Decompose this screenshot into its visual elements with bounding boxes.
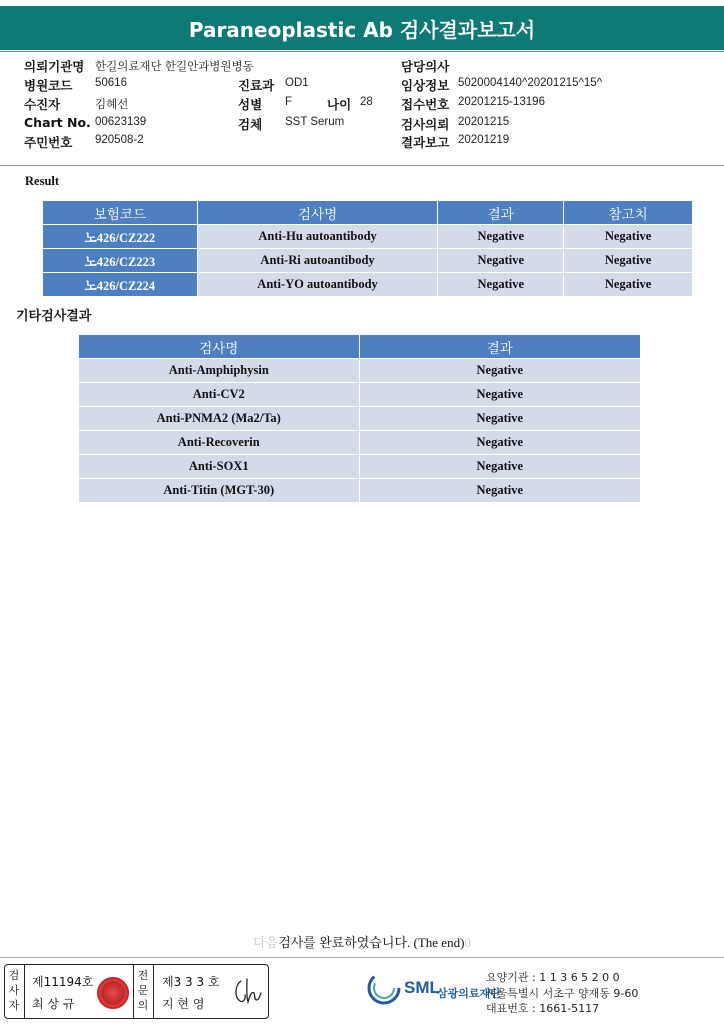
signature-box [4,964,269,1019]
care-code: 요양기관 : 1 1 3 6 5 2 0 0 [486,971,620,984]
hospital-code-label: 병원코드 [24,78,73,93]
result-cell: Negative [438,273,564,297]
test-name-cell: Anti-Amphiphysin [79,359,360,383]
approver-label-char: 전 [137,969,149,982]
sig-divider [153,965,154,1018]
clinical-label: 임상정보 [401,78,450,93]
dept-value: OD1 [285,77,309,89]
reference-cell: Negative [564,249,693,273]
receipt-value: 20201215-13196 [458,96,545,108]
col-result: 결과 [359,335,640,359]
tester-name: 최 상 규 [32,997,75,1011]
approver-label-char: 의 [137,999,149,1012]
result-section-label: Result [25,174,60,188]
org-address: 서울특별시 서초구 양재동 9-60 [486,986,639,1000]
result-cell: Negative [359,455,640,479]
tester-label-char: 검 [8,969,20,982]
result-cell: Negative [359,359,640,383]
test-name-cell: Anti-PNMA2 (Ma2/Ta) [79,407,360,431]
report-title: Paraneoplastic Ab 검사결과보고서 [0,6,724,50]
col-reference: 참고치 [564,201,693,225]
institution-value: 한길의료재단 한길안과병원병동 [95,61,254,73]
patient-value: 김혜선 [95,99,129,111]
col-test-name: 검사명 [197,201,438,225]
sml-logo-icon [366,970,402,1006]
table-row [79,383,641,407]
age-label: 나이 [327,97,352,112]
tester-vertical-label [6,968,22,1013]
chart-label: Chart No. [24,115,91,130]
col-test-name: 검사명 [79,335,360,359]
col-result: 결과 [438,201,564,225]
result-cell: Negative [359,431,640,455]
tester-label-char: 사 [8,984,20,997]
table-row [79,431,641,455]
other-tests-table [78,334,641,503]
specimen-label: 검체 [238,117,263,132]
title-divider [0,50,724,52]
sex-label: 성별 [238,97,263,112]
result-table [42,200,693,297]
approver-license: 제3 3 3 호 [162,975,220,989]
official-seal-icon [97,977,129,1009]
report-date-label: 결과보고 [401,135,450,150]
test-name-cell: Anti-Ri autoantibody [197,249,438,273]
table-row [43,225,693,249]
id-value: 920508-2 [95,134,144,146]
header-divider [0,165,724,166]
id-label: 주민번호 [24,135,73,150]
org-name: 삼광의료재단 [437,987,501,1000]
approver-name: 지 현 영 [162,997,205,1011]
tester-label-char: 자 [8,999,20,1012]
institution-label: 의뢰기관명 [24,59,85,74]
col-insurance-code: 보험코드 [43,201,198,225]
org-contact-info [486,970,638,1017]
handwritten-signature-icon [231,975,263,1007]
reference-cell: Negative [564,273,693,297]
doctor-label: 담당의사 [401,59,450,74]
end-ghost-left: 다음 [253,935,279,950]
other-table-header [79,335,641,359]
insurance-code-cell: 노426/CZ224 [43,273,198,297]
specimen-value: SST Serum [285,116,345,128]
result-cell: Negative [359,383,640,407]
org-logo-text: SML [404,978,440,997]
insurance-code-cell: 노426/CZ222 [43,225,198,249]
patient-label: 수진자 [24,97,61,112]
result-cell: Negative [359,407,640,431]
sig-divider [133,965,134,1018]
chart-value: 00623139 [95,116,147,128]
dept-label: 진료과 [238,78,275,93]
other-tests-label: 기타검사결과 [16,309,92,324]
table-row [79,455,641,479]
test-name-cell: Anti-Recoverin [79,431,360,455]
report-date-value: 20201219 [458,134,510,146]
end-ghost-right: 0 [464,935,471,950]
table-row [43,273,693,297]
tester-license: 제11194호 [32,975,94,989]
request-value: 20201215 [458,116,510,128]
result-cell: Negative [438,225,564,249]
test-name-cell: Anti-CV2 [79,383,360,407]
result-cell: Negative [359,479,640,503]
request-label: 검사의뢰 [401,117,450,132]
end-of-report-text [0,932,724,951]
test-name-cell: Anti-Titin (MGT-30) [79,479,360,503]
test-name-cell: Anti-YO autoantibody [197,273,438,297]
clinical-value: 5020004140^20201215^15^ [458,77,603,89]
table-row [43,249,693,273]
table-row [79,359,641,383]
result-table-header [43,201,693,225]
approver-vertical-label [135,968,151,1013]
insurance-code-cell: 노426/CZ223 [43,249,198,273]
end-main-text: 검사를 완료하였습니다. (The end) [278,935,465,950]
age-value: 28 [360,96,373,108]
hospital-code-value: 50616 [95,77,127,89]
sex-value: F [285,96,293,108]
test-name-cell: Anti-SOX1 [79,455,360,479]
sig-divider [24,965,25,1018]
test-name-cell: Anti-Hu autoantibody [197,225,438,249]
approver-label-char: 문 [137,984,149,997]
org-phone: 대표번호 : 1661-5117 [486,1002,600,1015]
table-row [79,407,641,431]
result-cell: Negative [438,249,564,273]
receipt-label: 접수번호 [401,97,450,112]
reference-cell: Negative [564,225,693,249]
table-row [79,479,641,503]
footer-divider [0,957,724,958]
